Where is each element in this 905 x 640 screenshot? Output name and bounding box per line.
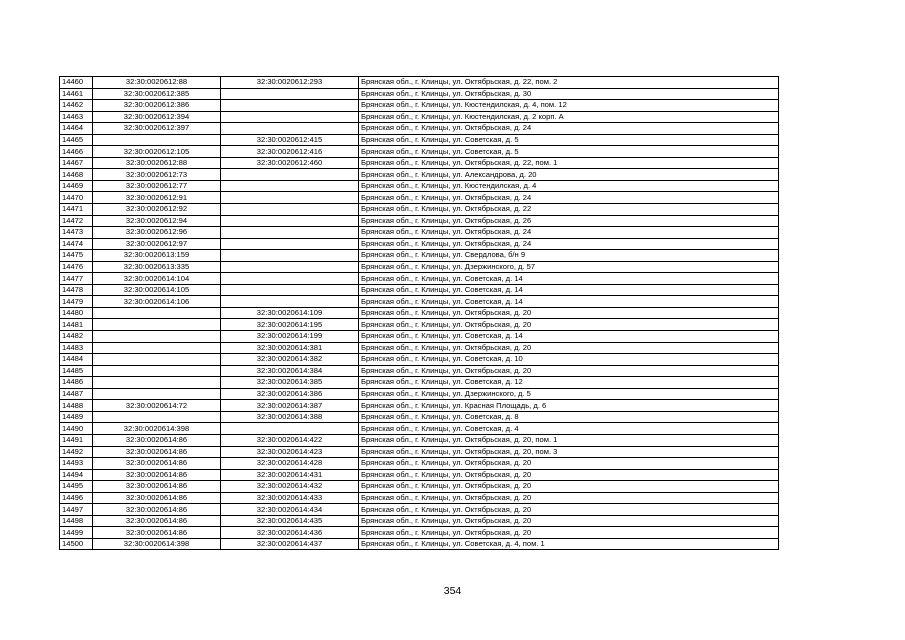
- address-cell: Брянская обл., г. Клинцы, ул. Октябрьская, д. 20: [359, 319, 779, 331]
- row-number-cell: 14475: [60, 250, 93, 262]
- address-cell: Брянская обл., г. Клинцы, ул. Октябрьская, д. 20: [359, 504, 779, 516]
- address-cell: Брянская обл., г. Клинцы, ул. Кюстендилская, д. 4: [359, 180, 779, 192]
- new-cadastral-number-cell: [221, 111, 359, 123]
- old-cadastral-number-cell: 32:30:0020612:94: [93, 215, 221, 227]
- address-cell: Брянская обл., г. Клинцы, ул. Октябрьская, д. 24: [359, 227, 779, 239]
- row-number-cell: 14485: [60, 365, 93, 377]
- table-row: [60, 227, 779, 239]
- row-number-cell: 14496: [60, 492, 93, 504]
- old-cadastral-number-cell: [93, 365, 221, 377]
- table-row: [60, 157, 779, 169]
- new-cadastral-number-cell: 32:30:0020614:435: [221, 515, 359, 527]
- old-cadastral-number-cell: [93, 331, 221, 343]
- new-cadastral-number-cell: [221, 238, 359, 250]
- old-cadastral-number-cell: 32:30:0020614:86: [93, 492, 221, 504]
- new-cadastral-number-cell: 32:30:0020614:428: [221, 458, 359, 470]
- table-row: [60, 169, 779, 181]
- row-number-cell: 14473: [60, 227, 93, 239]
- row-number-cell: 14462: [60, 100, 93, 112]
- old-cadastral-number-cell: 32:30:0020614:398: [93, 423, 221, 435]
- address-cell: Брянская обл., г. Клинцы, ул. Красная Площадь, д. 6: [359, 400, 779, 412]
- table-row: [60, 273, 779, 285]
- old-cadastral-number-cell: [93, 307, 221, 319]
- address-cell: Брянская обл., г. Клинцы, ул. Советская, д. 10: [359, 354, 779, 366]
- table-row: [60, 365, 779, 377]
- new-cadastral-number-cell: 32:30:0020614:381: [221, 342, 359, 354]
- old-cadastral-number-cell: 32:30:0020612:88: [93, 77, 221, 89]
- table-row: [60, 342, 779, 354]
- address-cell: Брянская обл., г. Клинцы, ул. Советская, д. 4: [359, 423, 779, 435]
- address-cell: Брянская обл., г. Клинцы, ул. Свердлова, б/н 9: [359, 250, 779, 262]
- row-number-cell: 14499: [60, 527, 93, 539]
- address-cell: Брянская обл., г. Клинцы, ул. Октябрьская, д. 20: [359, 365, 779, 377]
- row-number-cell: 14500: [60, 538, 93, 550]
- table-row: [60, 180, 779, 192]
- address-cell: Брянская обл., г. Клинцы, ул. Октябрьская, д. 24: [359, 123, 779, 135]
- row-number-cell: 14464: [60, 123, 93, 135]
- address-cell: Брянская обл., г. Клинцы, ул. Октябрьская, д. 20: [359, 515, 779, 527]
- new-cadastral-number-cell: 32:30:0020614:387: [221, 400, 359, 412]
- table-row: [60, 538, 779, 550]
- address-cell: Брянская обл., г. Клинцы, ул. Октябрьская, д. 22, пом. 1: [359, 157, 779, 169]
- old-cadastral-number-cell: [93, 319, 221, 331]
- table-row: [60, 238, 779, 250]
- table-row: [60, 134, 779, 146]
- old-cadastral-number-cell: 32:30:0020612:73: [93, 169, 221, 181]
- new-cadastral-number-cell: [221, 192, 359, 204]
- table-row: [60, 458, 779, 470]
- new-cadastral-number-cell: 32:30:0020612:293: [221, 77, 359, 89]
- new-cadastral-number-cell: [221, 273, 359, 285]
- address-cell: Брянская обл., г. Клинцы, ул. Советская, д. 14: [359, 331, 779, 343]
- row-number-cell: 14468: [60, 169, 93, 181]
- address-cell: Брянская обл., г. Клинцы, ул. Дзержинского, д. 5: [359, 388, 779, 400]
- old-cadastral-number-cell: 32:30:0020614:398: [93, 538, 221, 550]
- old-cadastral-number-cell: 32:30:0020614:72: [93, 400, 221, 412]
- new-cadastral-number-cell: [221, 204, 359, 216]
- new-cadastral-number-cell: [221, 296, 359, 308]
- table-row: [60, 481, 779, 493]
- table-row: [60, 77, 779, 89]
- address-cell: Брянская обл., г. Клинцы, ул. Советская, д. 5: [359, 146, 779, 158]
- row-number-cell: 14465: [60, 134, 93, 146]
- old-cadastral-number-cell: 32:30:0020612:386: [93, 100, 221, 112]
- row-number-cell: 14467: [60, 157, 93, 169]
- row-number-cell: 14470: [60, 192, 93, 204]
- table-row: [60, 469, 779, 481]
- row-number-cell: 14476: [60, 261, 93, 273]
- row-number-cell: 14469: [60, 180, 93, 192]
- old-cadastral-number-cell: [93, 411, 221, 423]
- address-cell: Брянская обл., г. Клинцы, ул. Октябрьская, д. 26: [359, 215, 779, 227]
- new-cadastral-number-cell: [221, 215, 359, 227]
- row-number-cell: 14479: [60, 296, 93, 308]
- old-cadastral-number-cell: [93, 134, 221, 146]
- new-cadastral-number-cell: [221, 284, 359, 296]
- new-cadastral-number-cell: [221, 169, 359, 181]
- old-cadastral-number-cell: 32:30:0020614:86: [93, 458, 221, 470]
- row-number-cell: 14488: [60, 400, 93, 412]
- old-cadastral-number-cell: 32:30:0020614:86: [93, 504, 221, 516]
- address-cell: Брянская обл., г. Клинцы, ул. Октябрьская, д. 20: [359, 527, 779, 539]
- old-cadastral-number-cell: 32:30:0020612:385: [93, 88, 221, 100]
- new-cadastral-number-cell: [221, 261, 359, 273]
- page-number: 354: [443, 585, 462, 597]
- new-cadastral-number-cell: 32:30:0020614:437: [221, 538, 359, 550]
- table-row: [60, 296, 779, 308]
- row-number-cell: 14498: [60, 515, 93, 527]
- new-cadastral-number-cell: 32:30:0020612:416: [221, 146, 359, 158]
- row-number-cell: 14493: [60, 458, 93, 470]
- old-cadastral-number-cell: 32:30:0020612:88: [93, 157, 221, 169]
- new-cadastral-number-cell: 32:30:0020614:422: [221, 434, 359, 446]
- row-number-cell: 14481: [60, 319, 93, 331]
- row-number-cell: 14483: [60, 342, 93, 354]
- table-row: [60, 411, 779, 423]
- old-cadastral-number-cell: 32:30:0020614:86: [93, 446, 221, 458]
- new-cadastral-number-cell: [221, 423, 359, 435]
- row-number-cell: 14474: [60, 238, 93, 250]
- table-row: [60, 250, 779, 262]
- address-cell: Брянская обл., г. Клинцы, ул. Октябрьская, д. 22, пом. 2: [359, 77, 779, 89]
- new-cadastral-number-cell: 32:30:0020614:433: [221, 492, 359, 504]
- address-cell: Брянская обл., г. Клинцы, ул. Октябрьская, д. 24: [359, 238, 779, 250]
- old-cadastral-number-cell: 32:30:0020614:86: [93, 434, 221, 446]
- table-row: [60, 111, 779, 123]
- new-cadastral-number-cell: [221, 250, 359, 262]
- new-cadastral-number-cell: 32:30:0020614:423: [221, 446, 359, 458]
- new-cadastral-number-cell: 32:30:0020614:195: [221, 319, 359, 331]
- old-cadastral-number-cell: [93, 354, 221, 366]
- new-cadastral-number-cell: 32:30:0020612:415: [221, 134, 359, 146]
- table-row: [60, 400, 779, 412]
- row-number-cell: 14472: [60, 215, 93, 227]
- old-cadastral-number-cell: 32:30:0020614:104: [93, 273, 221, 285]
- address-cell: Брянская обл., г. Клинцы, ул. Октябрьская, д. 22: [359, 204, 779, 216]
- old-cadastral-number-cell: [93, 342, 221, 354]
- table-row: [60, 123, 779, 135]
- table-row: [60, 100, 779, 112]
- old-cadastral-number-cell: 32:30:0020612:105: [93, 146, 221, 158]
- new-cadastral-number-cell: 32:30:0020614:434: [221, 504, 359, 516]
- table-row: [60, 423, 779, 435]
- table-row: [60, 215, 779, 227]
- new-cadastral-number-cell: [221, 180, 359, 192]
- row-number-cell: 14460: [60, 77, 93, 89]
- row-number-cell: 14471: [60, 204, 93, 216]
- address-cell: Брянская обл., г. Клинцы, ул. Дзержинского, д. 57: [359, 261, 779, 273]
- address-cell: Брянская обл., г. Клинцы, ул. Советская, д. 14: [359, 273, 779, 285]
- row-number-cell: 14478: [60, 284, 93, 296]
- address-cell: Брянская обл., г. Клинцы, ул. Советская, д. 14: [359, 284, 779, 296]
- row-number-cell: 14495: [60, 481, 93, 493]
- table-row: [60, 527, 779, 539]
- table-row: [60, 515, 779, 527]
- old-cadastral-number-cell: 32:30:0020612:92: [93, 204, 221, 216]
- row-number-cell: 14494: [60, 469, 93, 481]
- table-row: [60, 88, 779, 100]
- old-cadastral-number-cell: 32:30:0020614:106: [93, 296, 221, 308]
- table-row: [60, 434, 779, 446]
- address-cell: Брянская обл., г. Клинцы, ул. Октябрьская, д. 20: [359, 458, 779, 470]
- new-cadastral-number-cell: 32:30:0020614:388: [221, 411, 359, 423]
- old-cadastral-number-cell: 32:30:0020612:97: [93, 238, 221, 250]
- address-cell: Брянская обл., г. Клинцы, ул. Октябрьская, д. 20, пом. 1: [359, 434, 779, 446]
- address-cell: Брянская обл., г. Клинцы, ул. Октябрьская, д. 20: [359, 492, 779, 504]
- new-cadastral-number-cell: 32:30:0020614:385: [221, 377, 359, 389]
- address-cell: Брянская обл., г. Клинцы, ул. Советская, д. 14: [359, 296, 779, 308]
- table-row: [60, 388, 779, 400]
- address-cell: Брянская обл., г. Клинцы, ул. Октябрьская, д. 20: [359, 481, 779, 493]
- table-row: [60, 204, 779, 216]
- row-number-cell: 14490: [60, 423, 93, 435]
- new-cadastral-number-cell: 32:30:0020614:382: [221, 354, 359, 366]
- old-cadastral-number-cell: 32:30:0020613:159: [93, 250, 221, 262]
- table-row: [60, 354, 779, 366]
- address-cell: Брянская обл., г. Клинцы, ул. Советская, д. 12: [359, 377, 779, 389]
- table-row: [60, 377, 779, 389]
- address-cell: Брянская обл., г. Клинцы, ул. Октябрьская, д. 20: [359, 342, 779, 354]
- row-number-cell: 14491: [60, 434, 93, 446]
- table-row: [60, 319, 779, 331]
- old-cadastral-number-cell: [93, 377, 221, 389]
- row-number-cell: 14497: [60, 504, 93, 516]
- old-cadastral-number-cell: [93, 388, 221, 400]
- registry-table-body: [60, 77, 779, 550]
- new-cadastral-number-cell: [221, 123, 359, 135]
- address-cell: Брянская обл., г. Клинцы, ул. Кюстендилская, д. 2 корп. А: [359, 111, 779, 123]
- row-number-cell: 14484: [60, 354, 93, 366]
- new-cadastral-number-cell: 32:30:0020614:431: [221, 469, 359, 481]
- new-cadastral-number-cell: 32:30:0020614:384: [221, 365, 359, 377]
- address-cell: Брянская обл., г. Клинцы, ул. Советская, д. 4, пом. 1: [359, 538, 779, 550]
- address-cell: Брянская обл., г. Клинцы, ул. Октябрьская, д. 20: [359, 307, 779, 319]
- old-cadastral-number-cell: 32:30:0020614:86: [93, 481, 221, 493]
- row-number-cell: 14477: [60, 273, 93, 285]
- old-cadastral-number-cell: 32:30:0020614:86: [93, 515, 221, 527]
- old-cadastral-number-cell: 32:30:0020614:105: [93, 284, 221, 296]
- new-cadastral-number-cell: [221, 227, 359, 239]
- address-cell: Брянская обл., г. Клинцы, ул. Октябрьская, д. 20, пом. 3: [359, 446, 779, 458]
- row-number-cell: 14466: [60, 146, 93, 158]
- table-row: [60, 261, 779, 273]
- address-cell: Брянская обл., г. Клинцы, ул. Октябрьская, д. 24: [359, 192, 779, 204]
- row-number-cell: 14461: [60, 88, 93, 100]
- address-cell: Брянская обл., г. Клинцы, ул. Кюстендилская, д. 4, пом. 12: [359, 100, 779, 112]
- old-cadastral-number-cell: 32:30:0020612:77: [93, 180, 221, 192]
- address-cell: Брянская обл., г. Клинцы, ул. Советская, д. 8: [359, 411, 779, 423]
- old-cadastral-number-cell: 32:30:0020613:335: [93, 261, 221, 273]
- new-cadastral-number-cell: 32:30:0020614:432: [221, 481, 359, 493]
- row-number-cell: 14463: [60, 111, 93, 123]
- row-number-cell: 14487: [60, 388, 93, 400]
- old-cadastral-number-cell: 32:30:0020612:394: [93, 111, 221, 123]
- row-number-cell: 14486: [60, 377, 93, 389]
- registry-table: [59, 76, 779, 550]
- row-number-cell: 14480: [60, 307, 93, 319]
- table-row: [60, 146, 779, 158]
- table-row: [60, 504, 779, 516]
- new-cadastral-number-cell: 32:30:0020614:386: [221, 388, 359, 400]
- old-cadastral-number-cell: 32:30:0020612:91: [93, 192, 221, 204]
- new-cadastral-number-cell: 32:30:0020614:199: [221, 331, 359, 343]
- address-cell: Брянская обл., г. Клинцы, ул. Октябрьская, д. 30: [359, 88, 779, 100]
- row-number-cell: 14489: [60, 411, 93, 423]
- table-row: [60, 284, 779, 296]
- table-row: [60, 446, 779, 458]
- new-cadastral-number-cell: 32:30:0020612:460: [221, 157, 359, 169]
- table-row: [60, 192, 779, 204]
- new-cadastral-number-cell: 32:30:0020614:109: [221, 307, 359, 319]
- table-row: [60, 307, 779, 319]
- address-cell: Брянская обл., г. Клинцы, ул. Советская, д. 5: [359, 134, 779, 146]
- address-cell: Брянская обл., г. Клинцы, ул. Александрова, д. 20: [359, 169, 779, 181]
- new-cadastral-number-cell: [221, 88, 359, 100]
- old-cadastral-number-cell: 32:30:0020612:96: [93, 227, 221, 239]
- row-number-cell: 14482: [60, 331, 93, 343]
- table-row: [60, 492, 779, 504]
- old-cadastral-number-cell: 32:30:0020614:86: [93, 469, 221, 481]
- old-cadastral-number-cell: 32:30:0020612:397: [93, 123, 221, 135]
- address-cell: Брянская обл., г. Клинцы, ул. Октябрьская, д. 20: [359, 469, 779, 481]
- new-cadastral-number-cell: [221, 100, 359, 112]
- row-number-cell: 14492: [60, 446, 93, 458]
- table-row: [60, 331, 779, 343]
- new-cadastral-number-cell: 32:30:0020614:436: [221, 527, 359, 539]
- old-cadastral-number-cell: 32:30:0020614:86: [93, 527, 221, 539]
